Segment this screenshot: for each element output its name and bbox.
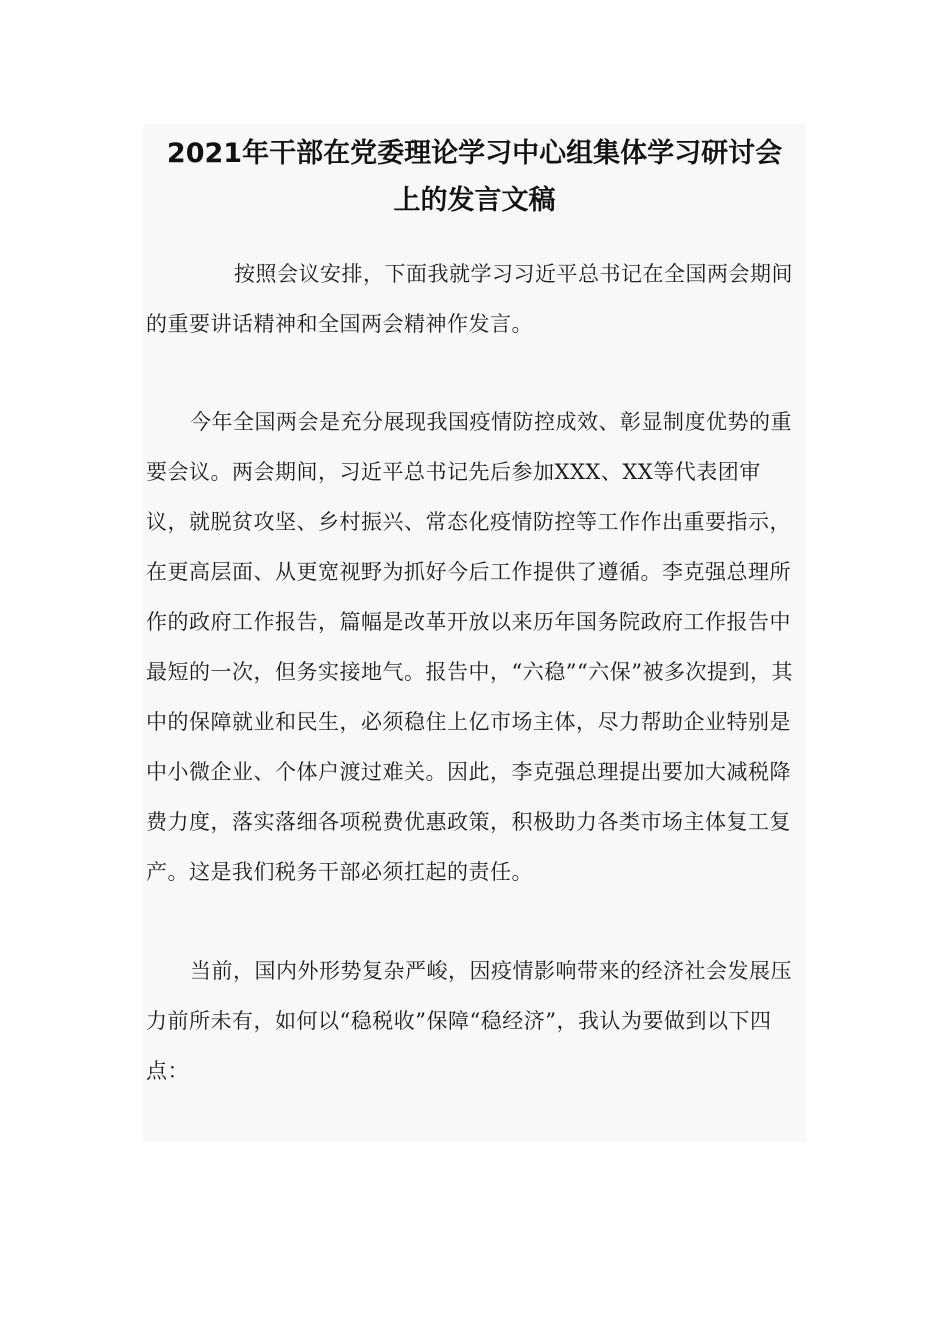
document-title-line-2: 上的发言文稿 <box>393 185 556 216</box>
paragraph-two-sessions: 今年全国两会是充分展现我国疫情防控成效、彰显制度优势的重要会议。两会期间，习近平总书记先后参加XXX、XX等代表团审议，就脱贫攻坚、乡村振兴、常态化疫情防控等工作作出重要指示，在更高层面、从更宽视野为抓好今后工作提供了遵循。李克强总理所作的政府工作报告，篇幅是改革开放以来历年国务院政府工作报告中最短的一次，但务实接地气。报告中，“六稳”“六保”被多次提到，其中的保障就业和民生，必须稳住上亿市场主体，尽力帮助企业特别是中小微企业、个体户渡过难关。因此，李克强总理提出要加大减税降费力度，落实落细各项税费优惠政策，积极助力各类市场主体复工复产。这是我们税务干部必须扛起的责任。 <box>146 410 793 884</box>
document-title-line-1: 2021年干部在党委理论学习中心组集体学习研讨会 <box>166 138 783 169</box>
paragraph-intro: 按照会议安排，下面我就学习习近平总书记在全国两会期间的重要讲话精神和全国两会精神作发言。 <box>146 262 793 336</box>
paragraph-current-situation: 当前，国内外形势复杂严峻，因疫情影响带来的经济社会发展压力前所未有，如何以“稳税收”保障“稳经济”，我认为要做到以下四点： <box>146 959 792 1083</box>
